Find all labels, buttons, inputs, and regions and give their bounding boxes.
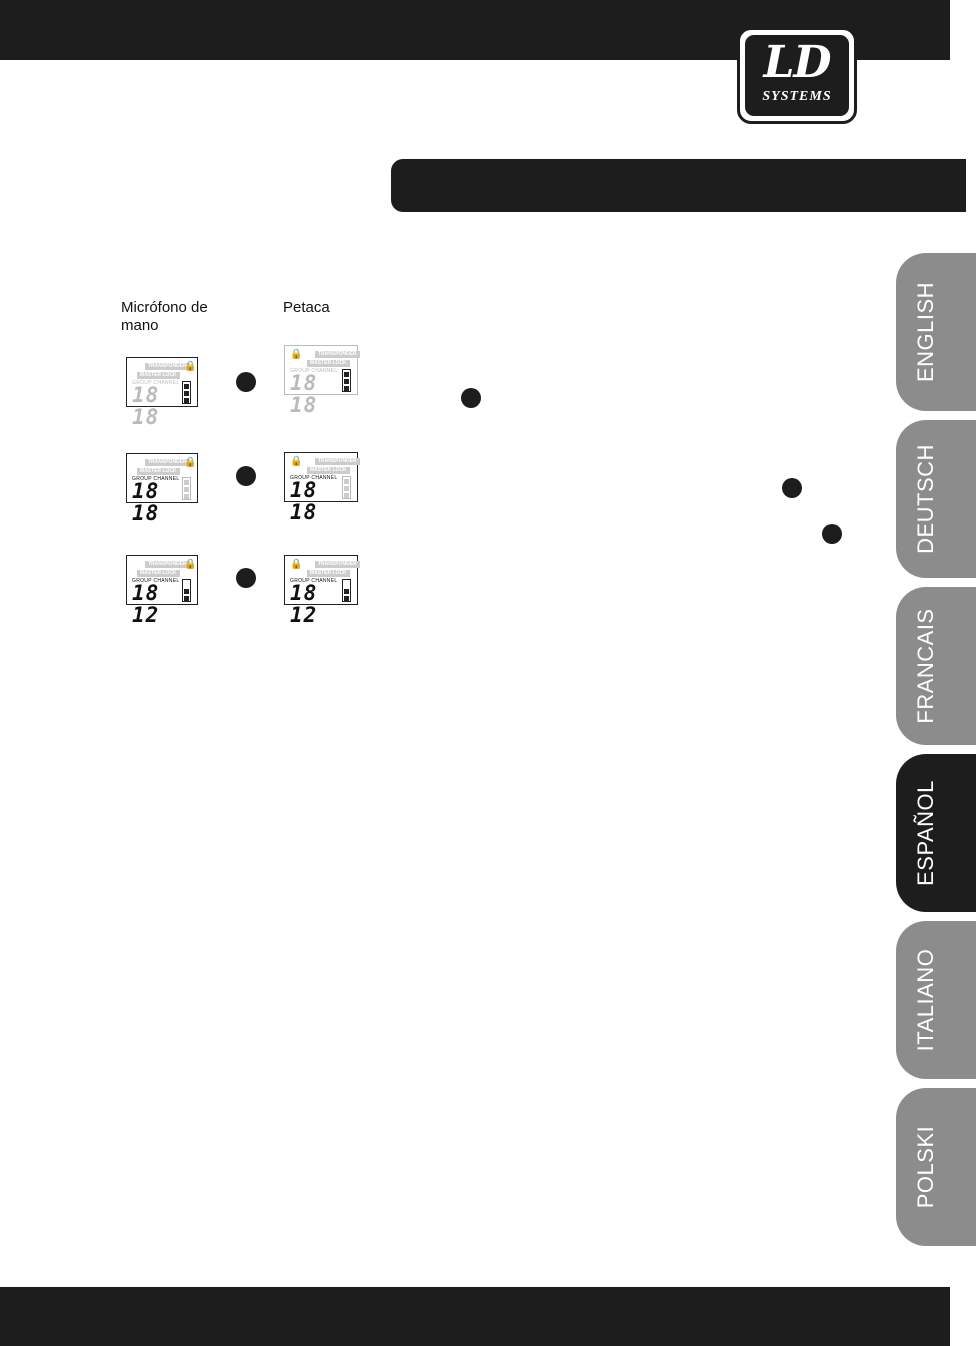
tab-english[interactable] [896,253,976,411]
lcd-master-lock-label: MASTER LOCK [307,360,350,367]
lcd-transponder-label: TRANSPONDER [315,561,360,568]
step-marker [236,568,256,588]
lcd-transponder-label: TRANSPONDER [315,351,360,358]
battery-icon [342,369,351,392]
lcd-master-lock-label: MASTER LOCK [307,467,350,474]
logo-subtitle: SYSTEMS [762,89,832,104]
tab-label: POLSKI [913,1125,938,1209]
step-marker [822,524,842,544]
lock-icon: 🔒 [290,559,303,570]
lock-icon: 🔒 [184,457,197,468]
lcd-group-channel-label: GROUP CHANNEL [132,476,180,482]
ld-systems-logo [737,27,857,124]
lcd-handheld-row2 [126,453,198,525]
lcd-group-channel-label: GROUP CHANNEL [132,578,180,584]
lcd-digits: 18 12 [132,581,160,627]
handheld-column-label: Micrófono de mano [121,299,208,334]
step-marker [782,478,802,498]
lcd-digits: 18 18 [290,478,318,524]
tab-label: DEUTSCH [913,444,938,554]
tab-label: ENGLISH [913,281,938,383]
tab-italiano[interactable] [896,921,976,1079]
lcd-bodypack-row1 [284,345,358,417]
lock-icon: 🔒 [184,559,197,570]
lock-icon: 🔒 [184,361,197,372]
lcd-bodypack-row2 [284,452,358,524]
lcd-master-lock-label: MASTER LOCK [137,570,180,577]
battery-icon [182,579,191,602]
lcd-group-channel-label: GROUP CHANNEL [290,578,338,584]
lcd-master-lock-label: MASTER LOCK [307,570,350,577]
section-heading-bar [391,159,966,212]
battery-icon [342,579,351,602]
lcd-handheld-row3 [126,555,198,627]
lcd-group-channel-label: GROUP CHANNEL [290,368,338,374]
tab-espanol[interactable] [896,754,976,912]
lock-icon: 🔒 [290,349,303,360]
tab-label: ESPAÑOL [913,780,938,886]
lcd-group-channel-label: GROUP CHANNEL [290,475,338,481]
lcd-digits: 18 18 [132,383,160,429]
lcd-bodypack-row3 [284,555,358,627]
lcd-master-lock-label: MASTER LOCK [137,372,180,379]
lcd-transponder-label: TRANSPONDER [145,363,190,370]
tab-label: ITALIANO [913,948,938,1052]
logo-brand: LD [763,37,831,88]
battery-icon [182,477,191,500]
lcd-handheld-row1 [126,357,198,429]
tab-deutsch[interactable] [896,420,976,578]
lcd-transponder-label: TRANSPONDER [145,459,190,466]
footer-bar [0,1287,950,1346]
step-marker [236,372,256,392]
tab-label: FRANCAIS [913,608,938,724]
lcd-master-lock-label: MASTER LOCK [137,468,180,475]
lcd-digits: 18 12 [290,581,318,627]
lcd-digits: 18 18 [290,371,318,417]
lcd-group-channel-label: GROUP CHANNEL [132,380,180,386]
bodypack-column-label: Petaca [283,299,330,316]
lcd-transponder-label: TRANSPONDER [145,561,190,568]
tab-francais[interactable] [896,587,976,745]
step-marker [236,466,256,486]
battery-icon [182,381,191,404]
step-marker [461,388,481,408]
lcd-transponder-label: TRANSPONDER [315,458,360,465]
lock-icon: 🔒 [290,456,303,467]
battery-icon [342,476,351,499]
tab-polski[interactable] [896,1088,976,1246]
lcd-digits: 18 18 [132,479,160,525]
